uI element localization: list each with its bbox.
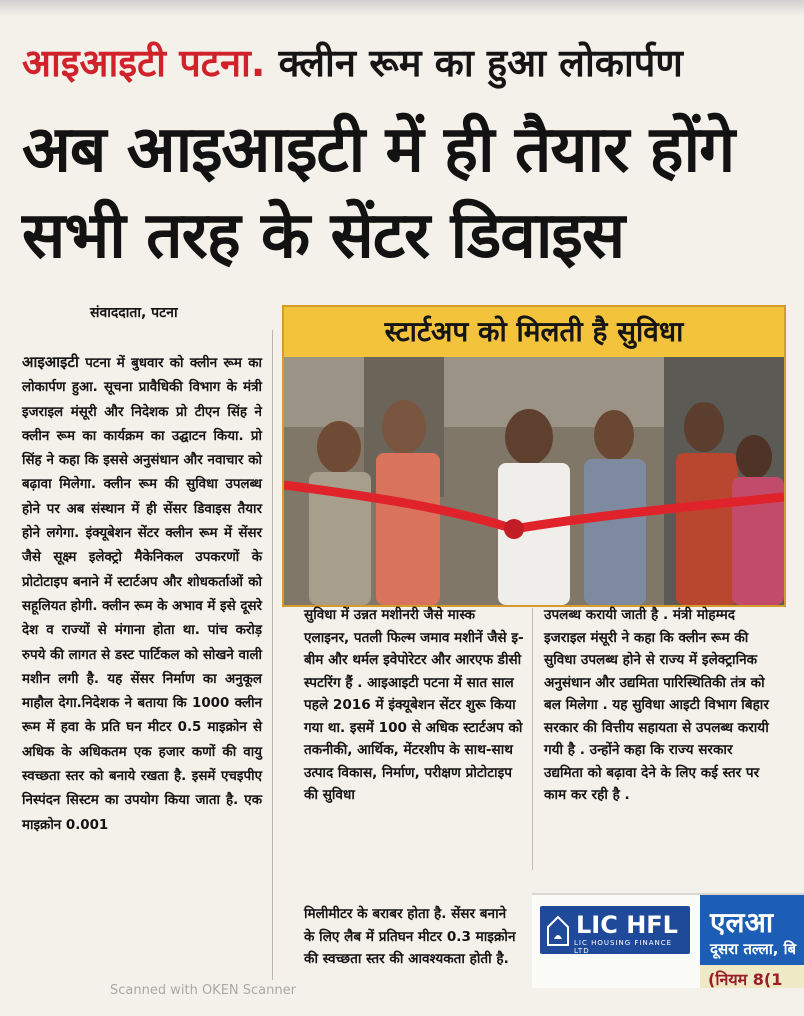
lic-hfl-advertisement (532, 893, 804, 988)
caption-bottom: मिलीमीटर के बराबर होता है. सेंसर बनाने के लिए लैब में प्रतिघन मीटर 0.3 माइक्रोन की स्वच्छता स्तर की आवश्यकता होती है. (304, 906, 516, 967)
caption-left: सुविधा में उन्नत मशीनरी जैसे मास्क एलाइनर, पतली फिल्म जमाव मशीनें जैसे इ-बीम और थर्मल इवेपोरेटर और आरएफ डीसी स्पटरिंग हैं . आइआइटी पटना में सात साल पहले 2016 में इंक्यूबेशन सेंटर शुरू किया गया था. इसमें 100 से अधिक स्टार्टअप को तकनीकी, आर्थिक, मेंटरशीप के साथ-साथ उत्पाद विकास, निर्माण, परीक्षण प्रोटोटाइप की सुविधा (304, 607, 524, 803)
news-photo (282, 305, 786, 607)
ribbon-cutting-photo (284, 357, 784, 605)
article-body (22, 350, 262, 838)
article-lead: आइआइटी (22, 353, 79, 371)
lic-hfl-logo-subtext: LIC HOUSING FINANCE LTD (574, 939, 673, 955)
kicker-topic: क्लीन रूम का हुआ लोकार्पण (278, 41, 683, 85)
caption-right: उपलब्ध करायी जाती है . मंत्री मोहम्मद इजराइल मंसूरी ने कहा कि क्लीन रूम की सुविधा उपलब्ध होने से राज्य में इलेक्ट्रानिक अनुसंधान और उद्यमिता पारिस्थितिकी तंत्र को बल मिलेगा . यह सुविधा आइटी विभाग बिहार सरकार की वित्तीय सहायता से उपलब्ध करायी गयी है . उन्होंने कहा कि राज्य सरकार उद्यमिता को बढ़ावा देने के लिए कई स्तर पर काम कर रही है . (544, 607, 769, 803)
headline-line-1: अब आइआइटी में ही तैयार होंगे (22, 113, 735, 187)
kicker-place: आइआइटी पटना. (22, 41, 266, 85)
caption-divider (532, 608, 533, 870)
column-divider (272, 330, 273, 980)
scanner-watermark: Scanned with OKEN Scanner (110, 983, 296, 998)
ad-rule-text: (नियम 8(1 (708, 970, 783, 989)
kicker (22, 34, 782, 92)
ad-address: दूसरा तल्ला, बि (710, 940, 797, 958)
ad-title: एलआ (710, 906, 774, 939)
lic-hfl-logo-text: LIC HFL (576, 911, 678, 939)
scan-edge (0, 0, 804, 16)
lic-hfl-logo (540, 906, 690, 954)
photo-banner-title: स्टार्टअप को मिलती है सुविधा (284, 307, 784, 357)
byline: संवाददाता, पटना (90, 305, 178, 321)
article-text: पटना में बुधवार को क्लीन रूम का लोकार्पण हुआ. सूचना प्रावैधिकी विभाग के मंत्री इजराइल मंसूरी और निदेशक प्रो टीएन सिंह ने क्लीन रूम का कार्यक्रम का उद्घाटन किया. प्रो सिंह ने कहा कि इससे अनुसंधान और नवाचार को बढ़ावा मिलेगा. क्लीन रूम की सुविधा उपलब्ध होने पर अब संस्थान में ही सेंसर डिवाइस तैयार होने लगेगा. इंक्यूबेशन सेंटर क्लीन रूम में सेंसर जैसे सूक्ष्म इलेक्ट्रो मैकेनिकल उपकरणों के प्रोटोटाइप बनाने में स्टार्टअप और शोधकर्ताओं को सहूलियत होगी. क्लीन रूम के अभाव में इसे दूसरे देश व राज्यों से मंगाना होता था. पांच करोड़ रुपये की लागत से डस्ट पार्टिकल को सोखने वाली मशीन लगी है. यह सेंसर निर्माण का अनुकूल माहौल देगा.निदेशक ने बताया कि 1000 क्लीन रूम में हवा के प्रति घन मीटर 0.5 माइक्रोन से अधिक के अधिकतम एक हजार कणों की वायु स्वच्छता स्तर को बनाये रखता है. इसमें एचइपीए निस्पंदन सिस्टम का उपयोग किया जाता है. एक माइक्रोन 0.001 (22, 356, 262, 833)
lamp-house-icon (546, 913, 570, 947)
headline-line-2: सभी तरह के सेंटर डिवाइस (22, 199, 625, 273)
